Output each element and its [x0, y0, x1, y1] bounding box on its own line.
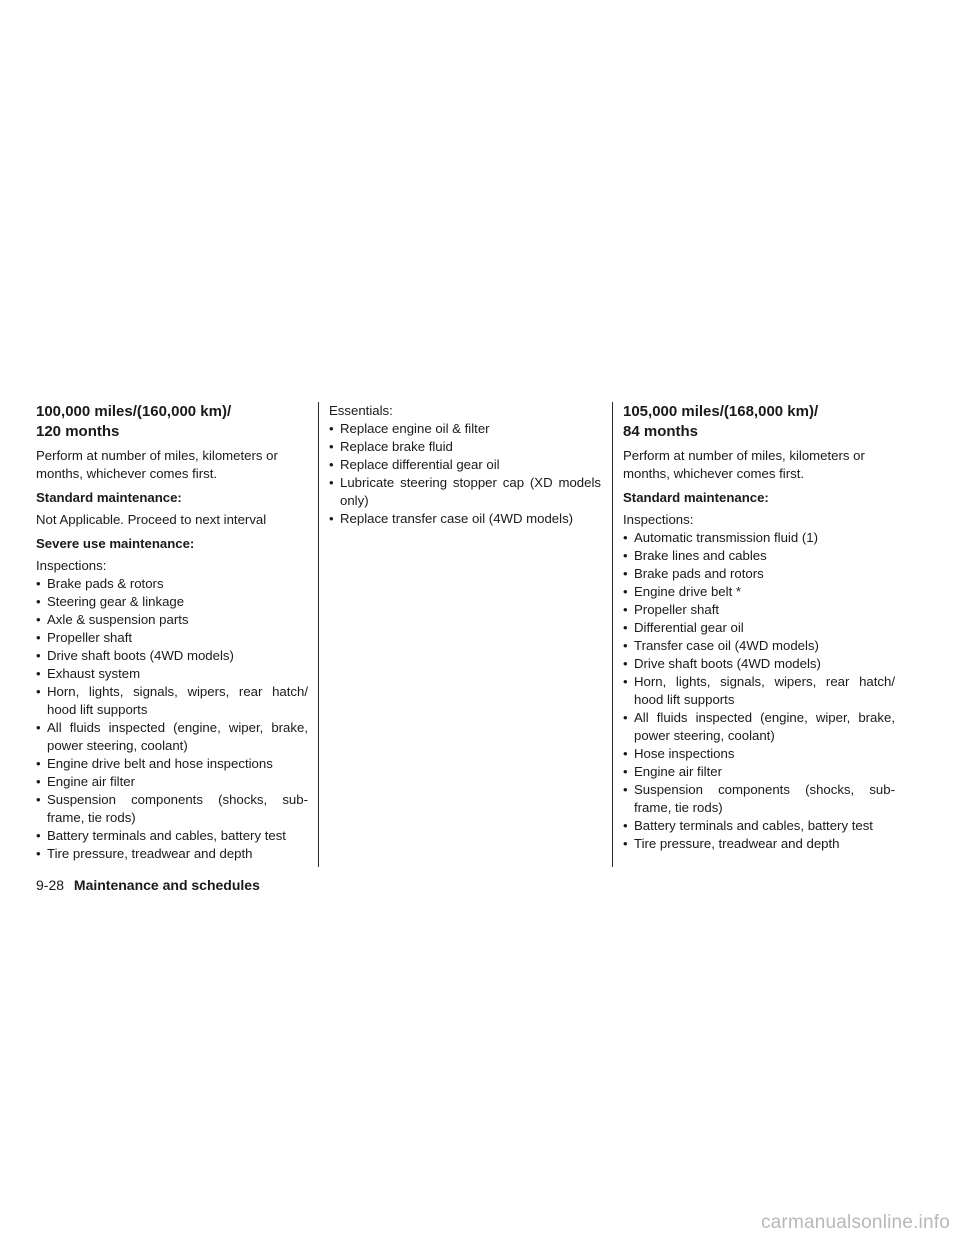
- list-item: • All fluids inspected (engine, wiper, brake, power steering, coolant): [623, 709, 895, 745]
- section-title: Maintenance and schedules: [73, 877, 260, 893]
- standard-label: Standard maintenance:: [623, 490, 769, 505]
- inspection-list: [623, 529, 895, 853]
- list-item: • Tire pressure, treadwear and depth: [623, 835, 895, 853]
- page-footer: [36, 876, 260, 894]
- list-item: • Transfer case oil (4WD models): [623, 637, 895, 655]
- list-item: • Engine air filter: [36, 773, 308, 791]
- list-item: • Battery terminals and cables, battery test: [623, 817, 895, 835]
- list-item: • Engine drive belt and hose inspections: [36, 755, 308, 773]
- list-item: • Replace engine oil & filter: [329, 420, 601, 438]
- list-item: • Axle & suspension parts: [36, 611, 308, 629]
- list-item: • Automatic transmission fluid (1): [623, 529, 895, 547]
- list-item: • Horn, lights, signals, wipers, rear hatch/ hood lift supports: [36, 683, 308, 719]
- list-item: • Drive shaft boots (4WD models): [623, 655, 895, 673]
- list-item: • Replace differential gear oil: [329, 456, 601, 474]
- list-item: • Exhaust system: [36, 665, 308, 683]
- list-item: • Replace transfer case oil (4WD models): [329, 510, 601, 528]
- list-item: • Engine drive belt *: [623, 583, 895, 601]
- heading-100k: 100,000 miles/(160,000 km)/ 120 months: [36, 403, 232, 440]
- list-item: • Lubricate steering stopper cap (XD models only): [329, 474, 601, 510]
- column-105k: [623, 402, 895, 853]
- list-item: • Suspension components (shocks, sub-frame, tie rods): [623, 781, 895, 817]
- column-essentials: [329, 402, 601, 528]
- list-item: • All fluids inspected (engine, wiper, brake, power steering, coolant): [36, 719, 308, 755]
- list-item: • Tire pressure, treadwear and depth: [36, 845, 308, 863]
- list-item: • Engine air filter: [623, 763, 895, 781]
- list-item: • Horn, lights, signals, wipers, rear hatch/ hood lift supports: [623, 673, 895, 709]
- list-item: • Propeller shaft: [623, 601, 895, 619]
- list-item: • Replace brake fluid: [329, 438, 601, 456]
- intro-text: Perform at number of miles, kilometers or months, whichever comes first.: [623, 448, 865, 481]
- column-divider: [318, 402, 319, 867]
- list-item: • Drive shaft boots (4WD models): [36, 647, 308, 665]
- standard-label: Standard maintenance:: [36, 490, 182, 505]
- essentials-label: Essentials:: [329, 403, 393, 418]
- inspections-label: Inspections:: [36, 558, 107, 573]
- intro-text: Perform at number of miles, kilometers or months, whichever comes first.: [36, 448, 278, 481]
- heading-105k: 105,000 miles/(168,000 km)/ 84 months: [623, 403, 819, 440]
- list-item: • Battery terminals and cables, battery test: [36, 827, 308, 845]
- standard-text: Not Applicable. Proceed to next interval: [36, 512, 267, 527]
- page-number: 9-28: [36, 877, 65, 893]
- column-100k: [36, 402, 308, 863]
- list-item: • Hose inspections: [623, 745, 895, 763]
- list-item: • Brake pads & rotors: [36, 575, 308, 593]
- list-item: • Steering gear & linkage: [36, 593, 308, 611]
- inspection-list: [36, 575, 308, 863]
- column-divider: [612, 402, 613, 867]
- list-item: • Brake pads and rotors: [623, 565, 895, 583]
- watermark-text: carmanualsonline.info: [760, 1212, 950, 1233]
- list-item: • Suspension components (shocks, sub-frame, tie rods): [36, 791, 308, 827]
- severe-label: Severe use maintenance:: [36, 536, 195, 551]
- list-item: • Propeller shaft: [36, 629, 308, 647]
- list-item: • Brake lines and cables: [623, 547, 895, 565]
- inspections-label: Inspections:: [623, 512, 694, 527]
- essentials-list: [329, 420, 601, 528]
- list-item: • Differential gear oil: [623, 619, 895, 637]
